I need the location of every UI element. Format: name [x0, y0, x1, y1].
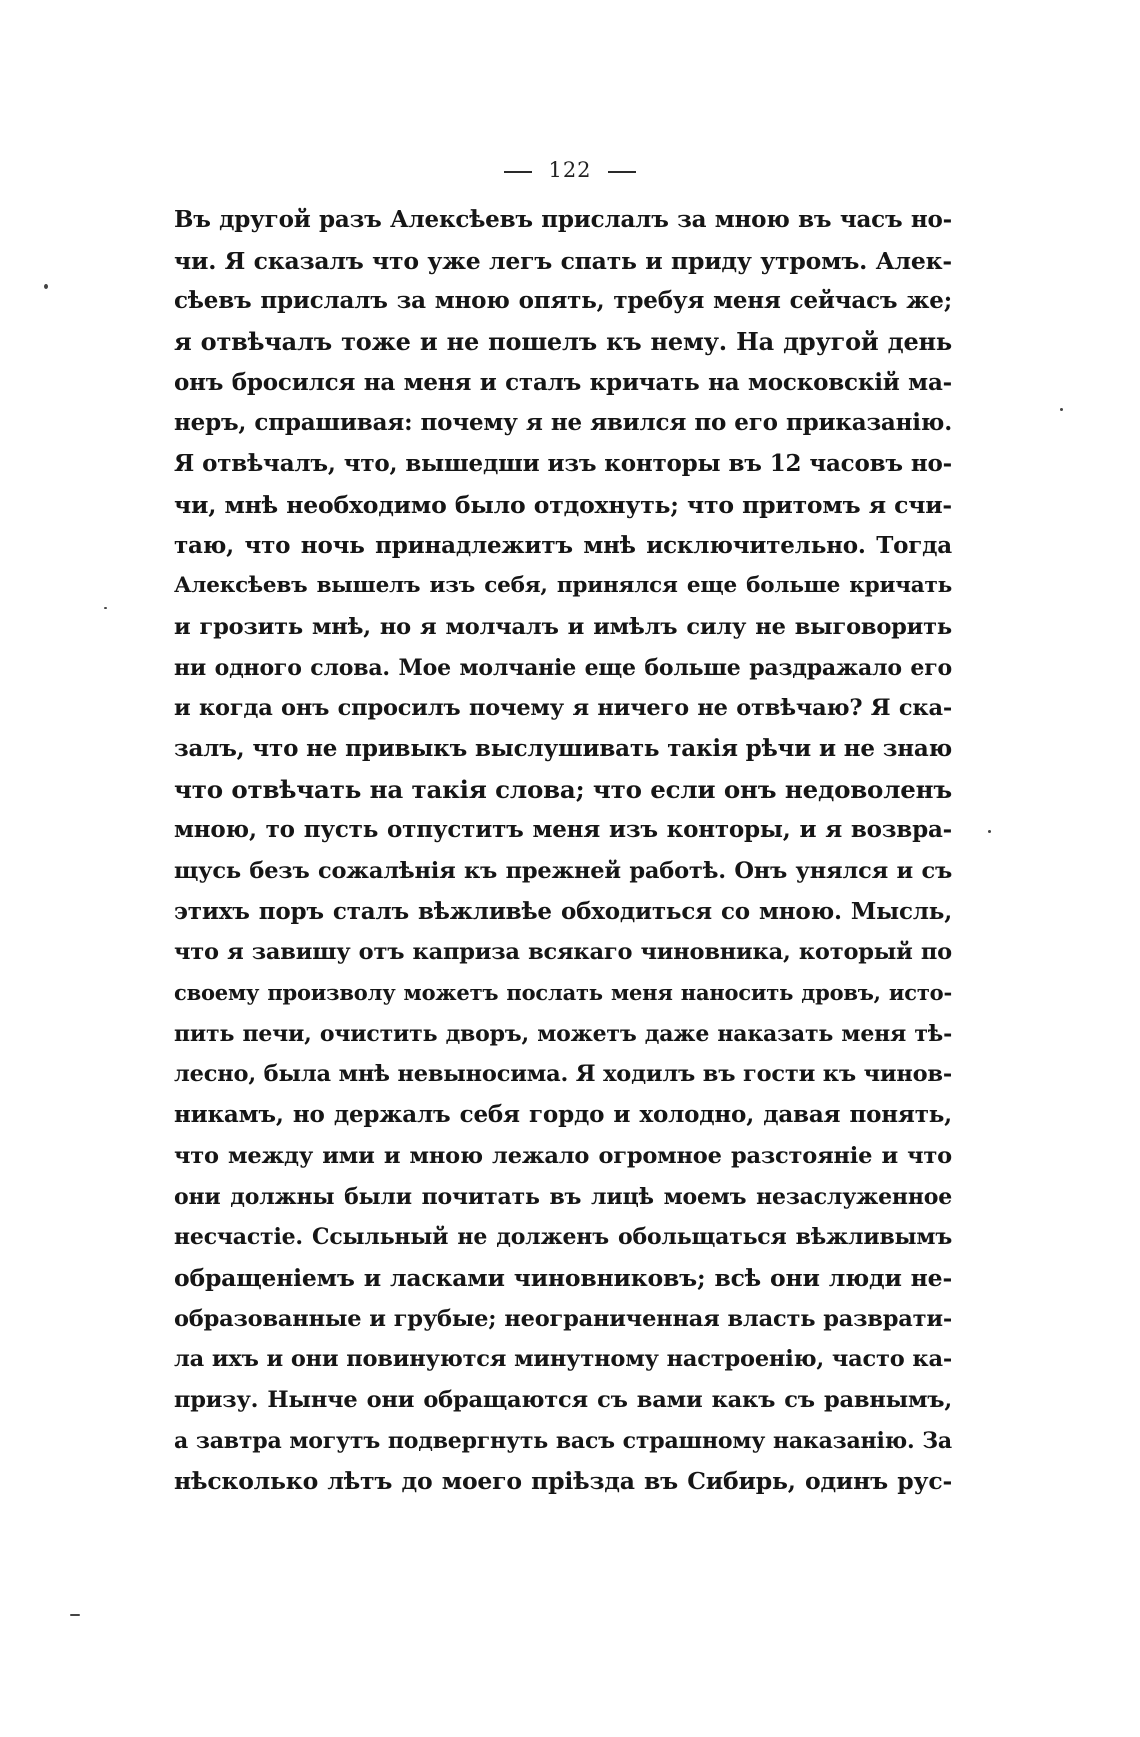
- text-line: мною, то пусть отпуститъ меня изъ конторы, и я возвра-: [174, 816, 952, 844]
- text-line: Въ другой разъ Алексѣевъ прислалъ за мною въ часъ но-: [174, 206, 952, 233]
- text-line: онъ бросился на меня и сталъ кричать на московскій ма-: [174, 368, 952, 396]
- header-dash-left: [504, 171, 532, 173]
- scan-speck: [70, 1614, 80, 1616]
- text-line: несчастіе. Ссыльный не долженъ обольщаться вѣжливымъ: [174, 1224, 952, 1251]
- text-line: чи, мнѣ необходимо было отдохнуть; что притомъ я счи-: [174, 490, 952, 519]
- header-dash-right: [608, 171, 636, 173]
- text-line: они должны были почитать въ лицѣ моемъ незаслуженное: [174, 1183, 952, 1210]
- scan-speck: [44, 284, 48, 289]
- scan-speck: [104, 607, 107, 609]
- text-line: образованные и грубые; неограниченная власть разврати-: [174, 1305, 952, 1332]
- text-line: а завтра могутъ подвергнуть васъ страшному наказанію. За: [174, 1427, 952, 1454]
- text-line: что отвѣчать на такія слова; что если онъ недоволенъ: [174, 774, 952, 804]
- text-line: лесно, была мнѣ невыносима. Я ходилъ въ гости къ чинов-: [174, 1061, 952, 1088]
- text-line: сѣевъ прислалъ за мною опять, требуя меня сейчасъ же;: [174, 287, 952, 315]
- text-line: своему произволу можетъ послать меня наносить дровъ, исто-: [174, 980, 952, 1006]
- text-line: этихъ поръ сталъ вѣжливѣе обходиться со мною. Мысль,: [174, 897, 952, 925]
- text-line: ла ихъ и они повинуются минутному настроенію, часто ка-: [174, 1346, 952, 1373]
- scan-speck: [1060, 408, 1063, 411]
- page-number: 122: [548, 158, 592, 182]
- text-line: Алексѣевъ вышелъ изъ себя, принялся еще больше кричать: [174, 573, 952, 599]
- text-line: неръ, спрашивая: почему я не явился по его приказанію.: [174, 409, 952, 437]
- page-header: [0, 158, 1140, 182]
- text-line: ни одного слова. Мое молчаніе еще больше раздражало его: [174, 654, 952, 681]
- text-line: я отвѣчалъ тоже и не пошелъ къ нему. На другой день: [174, 327, 952, 357]
- text-line: обращеніемъ и ласками чиновниковъ; всѣ они люди не-: [174, 1263, 952, 1292]
- text-line: чи. Я сказалъ что уже легъ спать и приду утромъ. Алек-: [174, 246, 952, 275]
- text-line: нѣсколько лѣтъ до моего пріѣзда въ Сибирь, одинъ рус-: [174, 1467, 952, 1496]
- text-line: и грозить мнѣ, но я молчалъ и имѣлъ силу не выговорить: [174, 613, 952, 640]
- text-line: таю, что ночь принадлежитъ мнѣ исключительно. Тогда: [174, 531, 952, 559]
- text-line: никамъ, но держалъ себя гордо и холодно, давая понять,: [174, 1101, 952, 1129]
- body-text: [174, 200, 952, 1502]
- text-line: и когда онъ спросилъ почему я ничего не отвѣчаю? Я ска-: [174, 695, 952, 722]
- text-line: что между ими и мною лежало огромное разстояніе и что: [174, 1142, 952, 1169]
- scan-speck: [988, 830, 991, 833]
- text-line: пить печи, очистить дворъ, можетъ даже наказать меня тѣ-: [174, 1020, 952, 1047]
- text-line: щусь безъ сожалѣнія къ прежней работѣ. Онъ унялся и съ: [174, 858, 952, 884]
- text-line: что я завишу отъ каприза всякаго чиновника, который по: [174, 939, 952, 966]
- text-line: Я отвѣчалъ, что, вышедши изъ конторы въ 12 часовъ но-: [174, 450, 952, 478]
- text-line: залъ, что не привыкъ выслушивать такія рѣчи и не знаю: [174, 734, 952, 762]
- text-line: призу. Нынче они обращаются съ вами какъ съ равнымъ,: [174, 1386, 952, 1413]
